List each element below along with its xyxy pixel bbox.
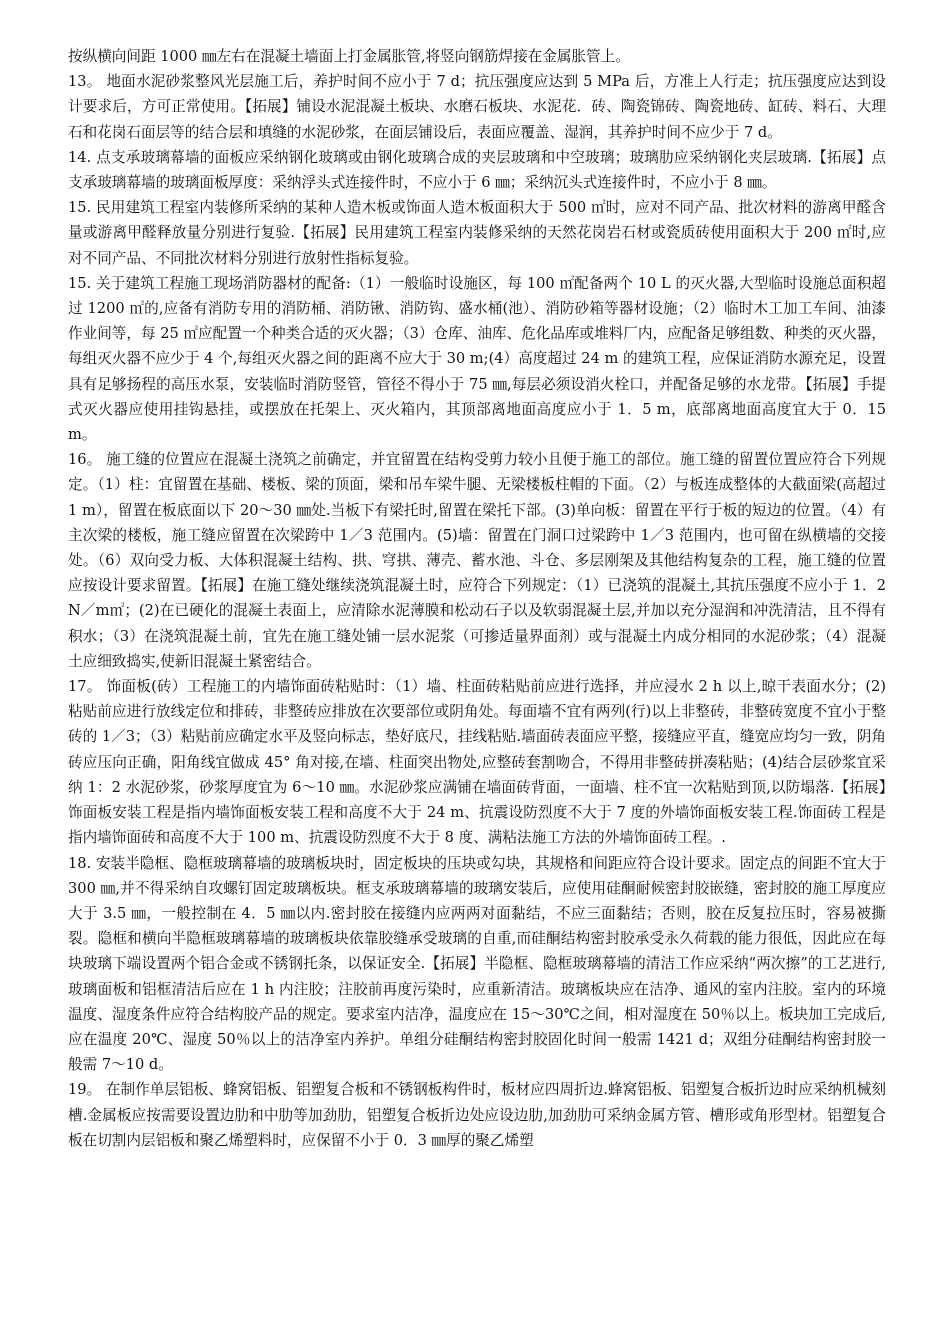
- paragraph-item-17: 17。 饰面板(砖）工程施工的内墙饰面砖粘贴时：（1）墙、柱面砖粘贴前应进行选择，并应浸水 2 h 以上,晾干表面水分；(2)粘贴前应进行放线定位和排砖，非整砖应排放在次要部位或阴角处。每面墙不宜有两列(行)以上非整砖，非整砖宽度不宜小于整砖的 1／3；（3）粘贴前应确定水平及竖向标志，垫好底尺，挂线粘贴.墙面砖表面应平整，接缝应平直，缝宽应均匀一致，阴角砖应压向正确，阳角线宜做成 45° 角对接,在墙、柱面突出物处,应整砖套割吻合，不得用非整砖拼凑粘贴；(4)结合层砂浆宜采纳 1：2 水泥砂浆，砂浆厚度宜为 6～10 ㎜。水泥砂浆应满铺在墙面砖背面，一面墙、柱不宜一次粘贴到顶,以防塌落.【拓展】饰面板安装工程是指内墙饰面板安装工程和高度不大于 24 m、抗震设防烈度不大于 7 度的外墙饰面板安装工程.饰面砖工程是指内墙饰面砖和高度不大于 100 m、抗震设防烈度不大于 8 度、满粘法施工方法的外墙饰面砖工程。.: [68, 678, 886, 847]
- paragraph-item-18: 18. 安装半隐框、隐框玻璃幕墙的玻璃板块时，固定板块的压块或勾块，其规格和间距应符合设计要求。固定点的间距不宜大于 300 ㎜,并不得采纳自攻螺钉固定玻璃板块。框支承玻璃幕墙的玻璃安装后，应使用硅酮耐候密封胶嵌缝，密封胶的施工厚度应大于 3.5 ㎜，一般控制在 4．5 ㎜以内.密封胶在接缝内应两两对面黏结，不应三面黏结；否则，胶在反复拉压时，容易被撕裂。隐框和横向半隐框玻璃幕墙的玻璃板块依靠胶缝承受玻璃的自重,而硅酮结构密封胶承受永久荷载的能力很低，因此应在每块玻璃下端设置两个铝合金或不锈钢托条，以保证安全.【拓展】半隐框、隐框玻璃幕墙的清洁工作应采纳“两次擦”的工艺进行,玻璃面板和铝框清洁后应在 1 h 内注胶；注胶前再度污染时，应重新清洁。玻璃板块应在洁净、通风的室内注胶。室内的环境温度、湿度条件应符合结构胶产品的规定。要求室内洁净，温度应在 15～30℃之间，相对湿度在 50％以上。板块加工完成后,应在温度 20℃、湿度 50％以上的洁净室内养护。单组分硅酮结构密封胶固化时间一般需 1421 d；双组分硅酮结构密封胶一般需 7～10 d。: [68, 854, 886, 1074]
- paragraph-item-13: 13。 地面水泥砂浆整风光层施工后，养护时间不应小于 7 d；抗压强度应达到 5 MPa 后，方准上人行走；抗压强度应达到设计要求后，方可正常使用。【拓展】铺设水泥混凝土板块、水磨石板块、水泥花．砖、陶瓷锦砖、陶瓷地砖、缸砖、料石、大理石和花岗石面层等的结合层和填缝的水泥砂浆，在面层铺设后，表面应覆盖、湿润，其养护时间不应少于 7 d。: [68, 73, 886, 141]
- paragraph-item-15-materials: 15. 民用建筑工程室内装修所采纳的某种人造木板或饰面人造木板面积大于 500 ㎡时，应对不同产品、批次材料的游离甲醛含量或游离甲醛释放量分别进行复验.【拓展】民用建筑工程室内装修采纳的天然花岗岩石材或瓷质砖使用面积大于 200 ㎡时,应对不同产品、不同批次材料分别进行放射性指标复验。: [68, 199, 886, 267]
- paragraph-item-14: 14. 点支承玻璃幕墙的面板应采纳钢化玻璃或由钢化玻璃合成的夹层玻璃和中空玻璃；玻璃肋应采纳钢化夹层玻璃.【拓展】点支承玻璃幕墙的玻璃面板厚度：采纳浮头式连接件时，不应小于 6 ㎜；采纳沉头式连接件时，不应小于 8 ㎜。: [68, 148, 886, 192]
- paragraph-item-19: 19。 在制作单层铝板、蜂窝铝板、铝塑复合板和不锈钢板构件时，板材应四周折边.蜂窝铝板、铝塑复合板折边时应采纳机械刻槽.金属板应按需要设置边肋和中肋等加劲肋，铝塑复合板折边处应设边肋,加劲肋可采纳金属方管、槽形或角形型材。铝塑复合板在切割内层铝板和聚乙烯塑料时，应保留不小于 0．3 ㎜厚的聚乙烯塑: [68, 1081, 886, 1149]
- paragraph-item-15-fire-equipment: 15. 关于建筑工程施工现场消防器材的配备:（1）一般临时设施区，每 100 ㎡配备两个 10 L 的灭火器,大型临时设施总面积超过 1200 ㎡的,应备有消防专用的消防桶、消防锹、消防钩、盛水桶(池）、消防砂箱等器材设施；（2）临时木工加工车间、油漆作业间等，每 25 ㎡应配置一个种类合适的灭火器；（3）仓库、油库、危化品库或堆料厂内，应配备足够组数、种类的灭火器，每组灭火器不应少于 4 个,每组灭火器之间的距离不应大于 30 m;(4）高度超过 24 m 的建筑工程，应保证消防水源充足，设置具有足够扬程的高压水泵，安装临时消防竖管，管径不得小于 75 ㎜,每层必须设消火栓口，并配备足够的水龙带。【拓展】手提式灭火器应使用挂钩悬挂，或摆放在托架上、灭火箱内，其顶部离地面高度应小于 1．5 m，底部离地面高度宜大于 0．15 m。: [68, 274, 886, 444]
- paragraph-item-16: 16。 施工缝的位置应在混凝土浇筑之前确定，并宜留置在结构受剪力较小且便于施工的部位。施工缝的留置位置应符合下列规定。（1）柱：宜留置在基础、楼板、梁的顶面，梁和吊车梁牛腿、无梁楼板柱帽的下面。（2）与板连成整体的大截面梁(高超过 1 m），留置在板底面以下 20～30 ㎜处.当板下有梁托时,留置在梁托下部。(3)单向板：留置在平行于板的短边的位置。（4）有主次梁的楼板，施工缝应留置在次梁跨中 1／3 范围内。(5)墙：留置在门洞口过梁跨中 1／3 范围内，也可留在纵横墙的交接处。（6）双向受力板、大体积混凝土结构、拱、穹拱、薄壳、蓄水池、斗仓、多层刚架及其他结构复杂的工程，施工缝的位置应按设计要求留置。【拓展】在施工缝处继续浇筑混凝土时，应符合下列规定：（1）已浇筑的混凝土,其抗压强度不应小于 1．2 N／m㎡；(2)在已硬化的混凝土表面上，应清除水泥薄膜和松动石子以及软弱混凝土层,并加以充分湿润和冲洗清洁，且不得有积水；（3）在浇筑混凝土前，宜先在施工缝处铺一层水泥浆（可掺适量界面剂）或与混凝土内成分相同的水泥砂浆；（4）混凝土应细致捣实,使新旧混凝土紧密结合。: [68, 451, 886, 670]
- paragraph-continuation: 按纵横向间距 1000 ㎜左右在混凝土墙面上打金属胀管,将竖向钢筋焊接在金属胀管上。: [68, 48, 630, 65]
